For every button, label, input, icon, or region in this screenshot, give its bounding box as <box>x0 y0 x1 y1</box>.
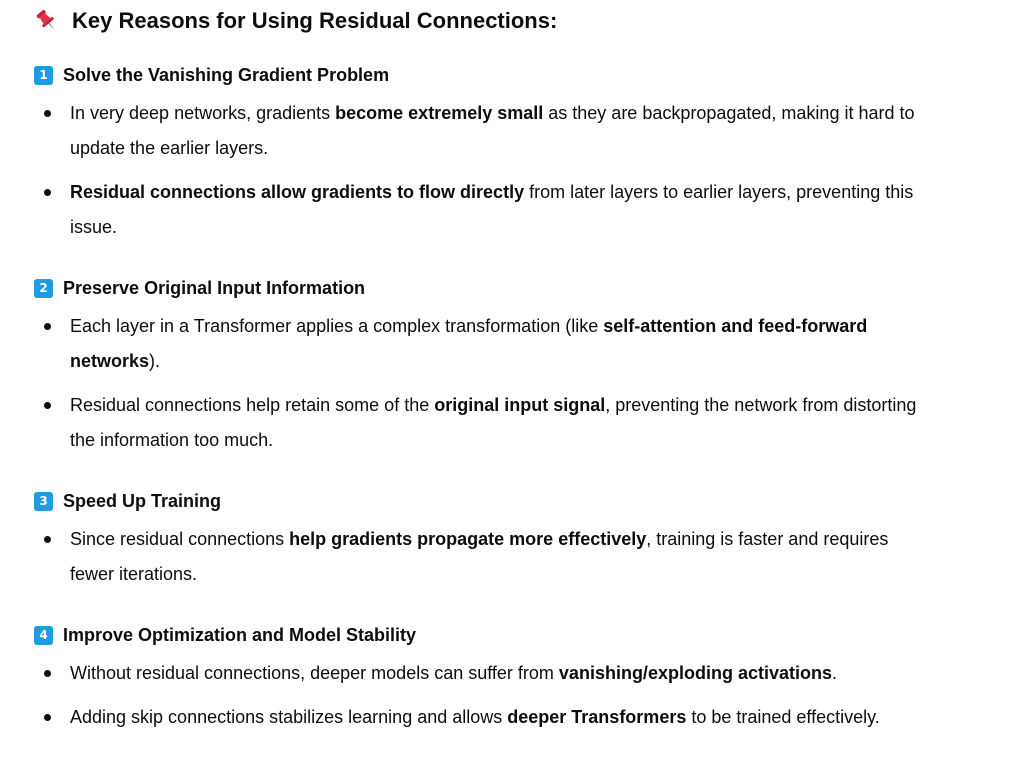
bullet-icon <box>44 402 51 409</box>
bullet-list <box>34 522 994 592</box>
section-title-text: Speed Up Training <box>63 490 222 511</box>
list-item: Adding skip connections stabilizes learning and allows deeper Transformers to be trained effectively. <box>34 700 932 735</box>
section-title-text: Solve the Vanishing Gradient Problem <box>63 64 390 85</box>
section-4 <box>34 622 994 735</box>
pushpin-icon <box>34 8 60 34</box>
list-item: Since residual connections help gradients propagate more effectively, training is faster and requires fewer iterations. <box>34 522 932 592</box>
list-item: Without residual connections, deeper models can suffer from vanishing/exploding activations. <box>34 656 932 691</box>
list-item: Each layer in a Transformer applies a complex transformation (like self-attention and feed-forward networks). <box>34 309 932 379</box>
section-title <box>34 62 994 88</box>
bullet-icon <box>44 323 51 330</box>
section-title <box>34 622 994 648</box>
bullet-icon <box>44 110 51 117</box>
number-1-badge-icon: 1 <box>34 66 53 85</box>
section-title <box>34 275 994 301</box>
section-2 <box>34 275 994 458</box>
list-item: In very deep networks, gradients become extremely small as they are backpropagated, making it hard to update the earlier layers. <box>34 96 932 166</box>
section-3 <box>34 488 994 592</box>
page-heading-text: Key Reasons for Using Residual Connections: <box>72 8 558 33</box>
page-heading <box>34 4 557 38</box>
bullet-list <box>34 656 994 735</box>
section-title-text: Improve Optimization and Model Stability <box>63 624 417 645</box>
bullet-icon <box>44 714 51 721</box>
list-item: Residual connections allow gradients to flow directly from later layers to earlier layers, preventing this issue. <box>34 175 932 245</box>
bullet-icon <box>44 670 51 677</box>
bullet-list <box>34 96 994 245</box>
list-item: Residual connections help retain some of the original input signal, preventing the network from distorting the information too much. <box>34 388 932 458</box>
number-2-badge-icon: 2 <box>34 279 53 298</box>
number-3-badge-icon: 3 <box>34 492 53 511</box>
section-title <box>34 488 994 514</box>
bullet-icon <box>44 189 51 196</box>
bullet-list <box>34 309 994 458</box>
section-1 <box>34 62 994 245</box>
number-4-badge-icon: 4 <box>34 626 53 645</box>
bullet-icon <box>44 536 51 543</box>
section-title-text: Preserve Original Input Information <box>63 277 366 298</box>
